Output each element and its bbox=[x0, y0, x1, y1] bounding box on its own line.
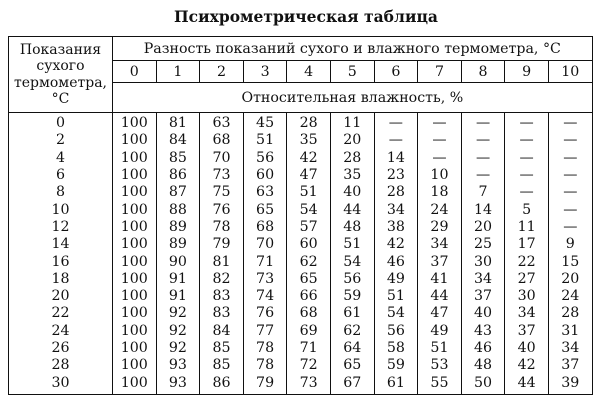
humidity-value-cell: — bbox=[505, 150, 549, 167]
humidity-value-cell: 27 bbox=[505, 271, 549, 288]
humidity-value-cell: 65 bbox=[330, 357, 374, 374]
humidity-value-cell: — bbox=[461, 167, 505, 184]
humidity-header: Относительная влажность, % bbox=[113, 83, 593, 113]
humidity-value-cell: 51 bbox=[330, 236, 374, 253]
humidity-value-cell: 72 bbox=[287, 357, 331, 374]
difference-value-cell: 8 bbox=[461, 61, 505, 83]
humidity-value-cell: 74 bbox=[243, 288, 287, 305]
humidity-value-cell: 100 bbox=[113, 271, 157, 288]
difference-value-cell: 3 bbox=[243, 61, 287, 83]
humidity-value-cell: 28 bbox=[374, 184, 418, 201]
humidity-value-cell: 60 bbox=[287, 236, 331, 253]
dry-temperature-cell: 28 bbox=[9, 357, 113, 374]
humidity-value-cell: — bbox=[548, 184, 592, 201]
table-row bbox=[9, 184, 593, 201]
table-body bbox=[9, 113, 593, 395]
humidity-value-cell: 100 bbox=[113, 150, 157, 167]
humidity-value-cell: 49 bbox=[374, 271, 418, 288]
difference-value-cell: 6 bbox=[374, 61, 418, 83]
table-row bbox=[9, 374, 593, 394]
humidity-value-cell: 100 bbox=[113, 236, 157, 253]
humidity-value-cell: 90 bbox=[156, 253, 200, 270]
humidity-value-cell: 86 bbox=[200, 374, 244, 394]
humidity-value-cell: 64 bbox=[330, 340, 374, 357]
humidity-value-cell: 89 bbox=[156, 236, 200, 253]
humidity-value-cell: 34 bbox=[418, 236, 462, 253]
humidity-value-cell: 84 bbox=[200, 323, 244, 340]
humidity-value-cell: — bbox=[505, 132, 549, 149]
humidity-value-cell: 63 bbox=[200, 113, 244, 133]
humidity-value-cell: — bbox=[461, 150, 505, 167]
humidity-value-cell: 92 bbox=[156, 340, 200, 357]
humidity-value-cell: 79 bbox=[243, 374, 287, 394]
table-row bbox=[9, 340, 593, 357]
humidity-value-cell: 84 bbox=[156, 132, 200, 149]
humidity-value-cell: 100 bbox=[113, 305, 157, 322]
humidity-value-cell: 100 bbox=[113, 167, 157, 184]
humidity-value-cell: 100 bbox=[113, 357, 157, 374]
humidity-value-cell: 30 bbox=[505, 288, 549, 305]
dry-temperature-cell: 0 bbox=[9, 113, 113, 133]
humidity-value-cell: 14 bbox=[374, 150, 418, 167]
humidity-value-cell: 25 bbox=[461, 236, 505, 253]
dry-temperature-cell: 8 bbox=[9, 184, 113, 201]
humidity-value-cell: 81 bbox=[156, 113, 200, 133]
humidity-value-cell: 51 bbox=[374, 288, 418, 305]
humidity-value-cell: 70 bbox=[243, 236, 287, 253]
humidity-value-cell: — bbox=[374, 132, 418, 149]
humidity-value-cell: 11 bbox=[330, 113, 374, 133]
humidity-value-cell: 61 bbox=[374, 374, 418, 394]
humidity-value-cell: 100 bbox=[113, 323, 157, 340]
humidity-value-cell: 100 bbox=[113, 201, 157, 218]
humidity-value-cell: 78 bbox=[243, 340, 287, 357]
humidity-value-cell: 62 bbox=[287, 253, 331, 270]
humidity-value-cell: 93 bbox=[156, 357, 200, 374]
humidity-value-cell: 37 bbox=[505, 323, 549, 340]
table-row bbox=[9, 113, 593, 133]
humidity-value-cell: — bbox=[548, 113, 592, 133]
difference-value-cell: 5 bbox=[330, 61, 374, 83]
humidity-value-cell: 56 bbox=[374, 323, 418, 340]
table-row bbox=[9, 323, 593, 340]
humidity-value-cell: 81 bbox=[200, 253, 244, 270]
humidity-value-cell: — bbox=[461, 113, 505, 133]
humidity-value-cell: 45 bbox=[243, 113, 287, 133]
humidity-value-cell: 57 bbox=[287, 219, 331, 236]
humidity-value-cell: 34 bbox=[461, 271, 505, 288]
table-row bbox=[9, 236, 593, 253]
table-row bbox=[9, 219, 593, 236]
humidity-value-cell: 59 bbox=[330, 288, 374, 305]
humidity-value-cell: 41 bbox=[418, 271, 462, 288]
humidity-value-cell: 51 bbox=[418, 340, 462, 357]
humidity-value-cell: — bbox=[548, 150, 592, 167]
humidity-value-cell: 34 bbox=[374, 201, 418, 218]
humidity-value-cell: — bbox=[505, 113, 549, 133]
humidity-value-cell: — bbox=[418, 132, 462, 149]
humidity-value-cell: 35 bbox=[330, 167, 374, 184]
difference-value-cell: 9 bbox=[505, 61, 549, 83]
humidity-value-cell: 28 bbox=[287, 113, 331, 133]
table-row bbox=[9, 271, 593, 288]
humidity-value-cell: 73 bbox=[243, 271, 287, 288]
humidity-value-cell: 48 bbox=[330, 219, 374, 236]
humidity-value-cell: — bbox=[548, 201, 592, 218]
humidity-value-cell: — bbox=[418, 113, 462, 133]
humidity-value-cell: 79 bbox=[200, 236, 244, 253]
humidity-value-cell: 88 bbox=[156, 201, 200, 218]
difference-value-cell: 1 bbox=[156, 61, 200, 83]
humidity-value-cell: 14 bbox=[461, 201, 505, 218]
humidity-value-cell: 69 bbox=[287, 323, 331, 340]
humidity-value-cell: 91 bbox=[156, 271, 200, 288]
humidity-value-cell: 43 bbox=[461, 323, 505, 340]
humidity-value-cell: 100 bbox=[113, 253, 157, 270]
humidity-value-cell: 47 bbox=[287, 167, 331, 184]
difference-value-cell: 10 bbox=[548, 61, 592, 83]
humidity-value-cell: 44 bbox=[330, 201, 374, 218]
humidity-value-cell: 93 bbox=[156, 374, 200, 394]
humidity-value-cell: 78 bbox=[200, 219, 244, 236]
humidity-value-cell: 56 bbox=[330, 271, 374, 288]
humidity-value-cell: 55 bbox=[418, 374, 462, 394]
humidity-value-cell: — bbox=[548, 132, 592, 149]
humidity-value-cell: 77 bbox=[243, 323, 287, 340]
humidity-value-cell: 42 bbox=[374, 236, 418, 253]
humidity-value-cell: 85 bbox=[200, 340, 244, 357]
humidity-value-cell: 9 bbox=[548, 236, 592, 253]
humidity-value-cell: 46 bbox=[461, 340, 505, 357]
table-title: Психрометрическая таблица bbox=[174, 7, 438, 26]
humidity-value-cell: 56 bbox=[243, 150, 287, 167]
humidity-value-cell: 100 bbox=[113, 113, 157, 133]
humidity-value-cell: — bbox=[505, 184, 549, 201]
humidity-value-cell: 51 bbox=[287, 184, 331, 201]
dry-header-line: сухого bbox=[36, 58, 85, 74]
humidity-value-cell: 37 bbox=[418, 253, 462, 270]
humidity-value-cell: 50 bbox=[461, 374, 505, 394]
dry-header-line: Показания bbox=[19, 41, 102, 58]
humidity-value-cell: 11 bbox=[505, 219, 549, 236]
dry-header-line: °С bbox=[51, 91, 70, 107]
humidity-value-cell: 40 bbox=[505, 340, 549, 357]
table-row bbox=[9, 201, 593, 218]
humidity-value-cell: 67 bbox=[330, 374, 374, 394]
humidity-value-cell: 37 bbox=[548, 357, 592, 374]
humidity-value-cell: 42 bbox=[287, 150, 331, 167]
humidity-value-cell: 39 bbox=[548, 374, 592, 394]
humidity-value-cell: 23 bbox=[374, 167, 418, 184]
humidity-value-cell: 53 bbox=[418, 357, 462, 374]
humidity-value-cell: 7 bbox=[461, 184, 505, 201]
dry-temperature-cell: 30 bbox=[9, 374, 113, 394]
humidity-value-cell: 24 bbox=[418, 201, 462, 218]
difference-value-cell: 2 bbox=[200, 61, 244, 83]
humidity-value-cell: 82 bbox=[200, 271, 244, 288]
humidity-value-cell: 85 bbox=[200, 357, 244, 374]
humidity-value-cell: 58 bbox=[374, 340, 418, 357]
humidity-value-cell: 59 bbox=[374, 357, 418, 374]
dry-temperature-cell: 16 bbox=[9, 253, 113, 270]
humidity-value-cell: 30 bbox=[461, 253, 505, 270]
humidity-value-cell: 83 bbox=[200, 305, 244, 322]
humidity-value-cell: 61 bbox=[330, 305, 374, 322]
humidity-value-cell: 92 bbox=[156, 305, 200, 322]
humidity-value-cell: 83 bbox=[200, 288, 244, 305]
humidity-value-cell: 71 bbox=[243, 253, 287, 270]
humidity-value-cell: — bbox=[548, 219, 592, 236]
difference-value-cell: 7 bbox=[418, 61, 462, 83]
humidity-value-cell: 68 bbox=[243, 219, 287, 236]
humidity-value-cell: 65 bbox=[243, 201, 287, 218]
humidity-value-cell: 100 bbox=[113, 340, 157, 357]
humidity-value-cell: 63 bbox=[243, 184, 287, 201]
humidity-value-cell: — bbox=[505, 167, 549, 184]
table-row bbox=[9, 357, 593, 374]
humidity-value-cell: 51 bbox=[243, 132, 287, 149]
dry-temperature-cell: 10 bbox=[9, 201, 113, 218]
humidity-value-cell: — bbox=[374, 113, 418, 133]
dry-thermometer-header bbox=[9, 37, 113, 113]
humidity-value-cell: 22 bbox=[505, 253, 549, 270]
dry-temperature-cell: 18 bbox=[9, 271, 113, 288]
humidity-value-cell: 100 bbox=[113, 288, 157, 305]
humidity-value-cell: 28 bbox=[330, 150, 374, 167]
dry-header-line: термометра, bbox=[14, 74, 107, 91]
humidity-value-cell: 86 bbox=[156, 167, 200, 184]
humidity-value-cell: 100 bbox=[113, 132, 157, 149]
dry-temperature-cell: 26 bbox=[9, 340, 113, 357]
humidity-value-cell: 47 bbox=[418, 305, 462, 322]
difference-value-cell: 0 bbox=[113, 61, 157, 83]
humidity-value-cell: 17 bbox=[505, 236, 549, 253]
humidity-value-cell: 66 bbox=[287, 288, 331, 305]
humidity-value-cell: 62 bbox=[330, 323, 374, 340]
humidity-value-cell: — bbox=[461, 132, 505, 149]
humidity-value-cell: 38 bbox=[374, 219, 418, 236]
humidity-value-cell: 54 bbox=[330, 253, 374, 270]
humidity-value-cell: 15 bbox=[548, 253, 592, 270]
humidity-value-cell: 73 bbox=[200, 167, 244, 184]
humidity-value-cell: 54 bbox=[374, 305, 418, 322]
humidity-value-cell: 10 bbox=[418, 167, 462, 184]
humidity-value-cell: 71 bbox=[287, 340, 331, 357]
dry-temperature-cell: 4 bbox=[9, 150, 113, 167]
dry-temperature-cell: 14 bbox=[9, 236, 113, 253]
humidity-value-cell: 46 bbox=[374, 253, 418, 270]
humidity-value-cell: 34 bbox=[548, 340, 592, 357]
humidity-value-cell: 100 bbox=[113, 374, 157, 394]
humidity-value-cell: 76 bbox=[243, 305, 287, 322]
humidity-value-cell: 44 bbox=[505, 374, 549, 394]
humidity-value-cell: 40 bbox=[330, 184, 374, 201]
humidity-value-cell: 76 bbox=[200, 201, 244, 218]
humidity-value-cell: 78 bbox=[243, 357, 287, 374]
humidity-value-cell: 20 bbox=[461, 219, 505, 236]
humidity-value-cell: 68 bbox=[287, 305, 331, 322]
table-row bbox=[9, 305, 593, 322]
humidity-value-cell: 28 bbox=[548, 305, 592, 322]
humidity-value-cell: — bbox=[548, 167, 592, 184]
humidity-value-cell: 31 bbox=[548, 323, 592, 340]
dry-temperature-cell: 22 bbox=[9, 305, 113, 322]
humidity-value-cell: 73 bbox=[287, 374, 331, 394]
humidity-value-cell: 75 bbox=[200, 184, 244, 201]
table-row bbox=[9, 132, 593, 149]
humidity-value-cell: 60 bbox=[243, 167, 287, 184]
humidity-value-cell: 54 bbox=[287, 201, 331, 218]
humidity-value-cell: 34 bbox=[505, 305, 549, 322]
dry-temperature-cell: 6 bbox=[9, 167, 113, 184]
humidity-value-cell: 37 bbox=[461, 288, 505, 305]
difference-value-cell: 4 bbox=[287, 61, 331, 83]
table-row bbox=[9, 288, 593, 305]
humidity-value-cell: 24 bbox=[548, 288, 592, 305]
dry-temperature-cell: 2 bbox=[9, 132, 113, 149]
humidity-value-cell: 5 bbox=[505, 201, 549, 218]
humidity-value-cell: 100 bbox=[113, 184, 157, 201]
humidity-value-cell: 49 bbox=[418, 323, 462, 340]
humidity-value-cell: 18 bbox=[418, 184, 462, 201]
humidity-value-cell: 20 bbox=[330, 132, 374, 149]
dry-temperature-cell: 24 bbox=[9, 323, 113, 340]
humidity-value-cell: 68 bbox=[200, 132, 244, 149]
humidity-value-cell: 92 bbox=[156, 323, 200, 340]
humidity-value-cell: 70 bbox=[200, 150, 244, 167]
psychrometric-table bbox=[8, 36, 593, 395]
humidity-value-cell: 89 bbox=[156, 219, 200, 236]
humidity-value-cell: 87 bbox=[156, 184, 200, 201]
humidity-value-cell: 35 bbox=[287, 132, 331, 149]
humidity-value-cell: — bbox=[418, 150, 462, 167]
humidity-value-cell: 48 bbox=[461, 357, 505, 374]
difference-header: Разность показаний сухого и влажного термометра, °С bbox=[113, 37, 593, 61]
table-row bbox=[9, 167, 593, 184]
humidity-value-cell: 91 bbox=[156, 288, 200, 305]
table-row bbox=[9, 150, 593, 167]
humidity-value-cell: 29 bbox=[418, 219, 462, 236]
humidity-value-cell: 85 bbox=[156, 150, 200, 167]
table-row bbox=[9, 253, 593, 270]
humidity-value-cell: 65 bbox=[287, 271, 331, 288]
humidity-value-cell: 100 bbox=[113, 219, 157, 236]
humidity-value-cell: 20 bbox=[548, 271, 592, 288]
dry-temperature-cell: 20 bbox=[9, 288, 113, 305]
dry-temperature-cell: 12 bbox=[9, 219, 113, 236]
humidity-value-cell: 40 bbox=[461, 305, 505, 322]
humidity-value-cell: 44 bbox=[418, 288, 462, 305]
humidity-value-cell: 42 bbox=[505, 357, 549, 374]
